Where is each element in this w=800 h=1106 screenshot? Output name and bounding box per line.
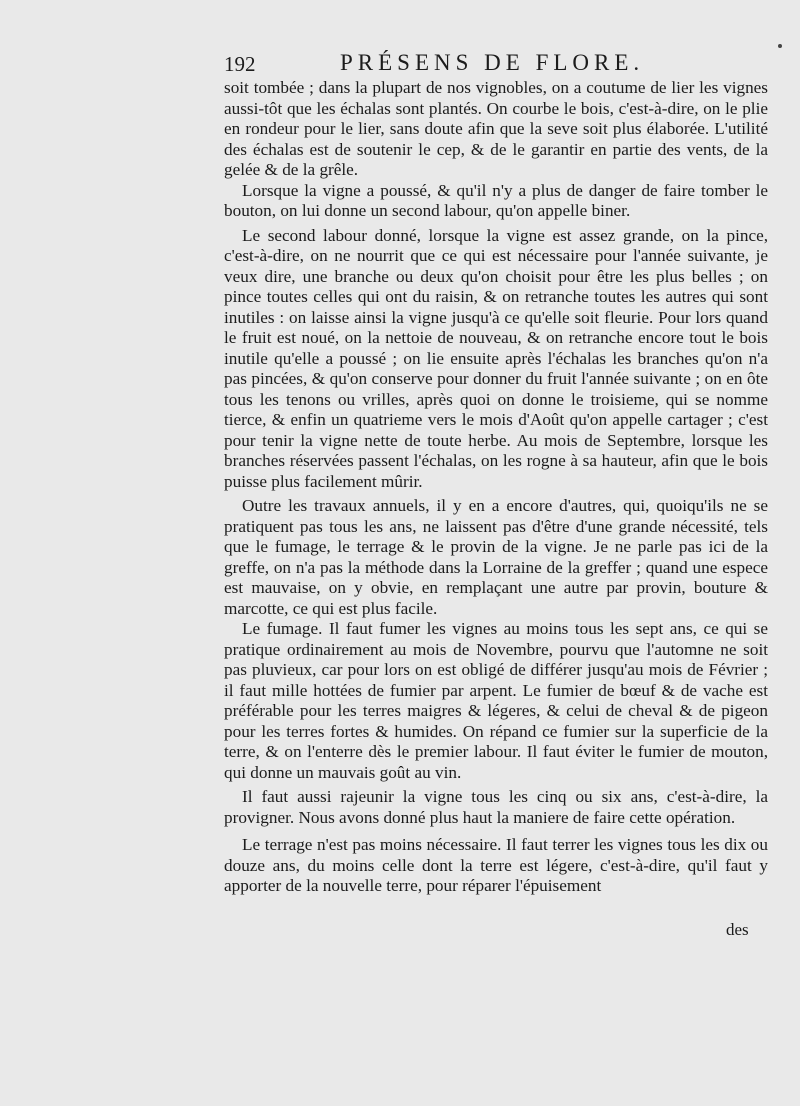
- page-header: [224, 50, 772, 80]
- page-edge-mark: [778, 44, 782, 48]
- page-number: 192: [224, 52, 256, 76]
- paragraph-fumage: Le fumage. Il faut fumer les vignes au moins tous les sept ans, ce qui se pratique ordinairement au mois de Novembre, pourvu que l'automne ne soit pas pluvieux, car pour lors on est obligé de différer jusqu'au mois de Février ; il faut mille hottées de fumier par arpent. Le fumier de bœuf & de vache est préférable pour les terres maigres & légeres, & celui de cheval & de pigeon pour les terres fortes & humides. On répand ce fumier sur la superficie de la terre, & on l'enterre dès le premier labour. Il faut éviter le fumier de mouton, qui donne un mauvais goût au vin.: [224, 619, 768, 782]
- running-title: PRÉSENS DE FLORE.: [340, 50, 645, 75]
- paragraph-other-works: Outre les travaux annuels, il y en a encore d'autres, qui, quoiqu'ils ne se pratiquent pas tous les ans, ne laissent pas d'être d'une grande nécessité, tels que le fumage, le terrage & le provin de la vigne. Je ne parle pas ici de la greffe, on n'a pas la méthode dans la Lorraine de la greffer ; quand une espece est mauvaise, on y obvie, en remplaçant une autre par provin, bouture & marcotte, ce qui est plus facile.: [224, 496, 768, 618]
- paragraph-pruning: Le second labour donné, lorsque la vigne est assez grande, on la pince, c'est-à-dire, on ne nourrit que ce qui est nécessaire pour l'année suivante, je veux dire, une branche ou deux qu'on choisit pour être les plus belles ; on pince toutes celles qui ont du raisin, & on retranche toutes les autres qui sont inutiles : on laisse ainsi la vigne jusqu'à ce qu'elle soit fleurie. Pour lors quand le fruit est noué, on la nettoie de nouveau, & on retranche encore tout le bois inutile qu'elle a poussé ; on lie ensuite après l'échalas les branches qu'on n'a pas pincées, & qu'on conserve pour donner du fruit l'année suivante ; on en ôte tous les tenons ou vrilles, après quoi on donne le troisieme, qui se nomme tierce, & enfin un quatrieme vers le mois d'Août qu'on appelle cartager ; c'est pour tenir la vigne nette de toute herbe. Au mois de Septembre, lorsque les branches réservées passent l'échalas, on les rogne à sa hauteur, afin que le bois puisse plus facilement mûrir.: [224, 225, 768, 491]
- paragraph-second-labour: Lorsque la vigne a poussé, & qu'il n'y a plus de danger de faire tomber le bouton, on lui donne un second labour, qu'on appelle biner.: [224, 180, 768, 220]
- paragraph-terrage: Le terrage n'est pas moins nécessaire. Il faut terrer les vignes tous les dix ou douze ans, du moins celle dont la terre est légere, c'est-à-dire, qu'il faut y apporter de la nouvelle terre, pour réparer l'épuisement: [224, 835, 768, 895]
- paragraph-continuation: soit tombée ; dans la plupart de nos vignobles, on a coutume de lier les vignes aussi-tôt que les échalas sont plantés. On courbe le bois, c'est-à-dire, on le plie en rondeur pour le lier, sans doute afin que la seve soit plus élaborée. L'utilité des échalas est de soutenir le cep, & de le garantir en partie des vents, de la gelée & de la grêle.: [224, 78, 768, 179]
- catchword: des: [726, 920, 749, 939]
- body-text: [224, 78, 768, 897]
- paragraph-rejuvenate: Il faut aussi rajeunir la vigne tous les cinq ou six ans, c'est-à-dire, la provigner. Nous avons donné plus haut la maniere de faire cette opération.: [224, 787, 768, 827]
